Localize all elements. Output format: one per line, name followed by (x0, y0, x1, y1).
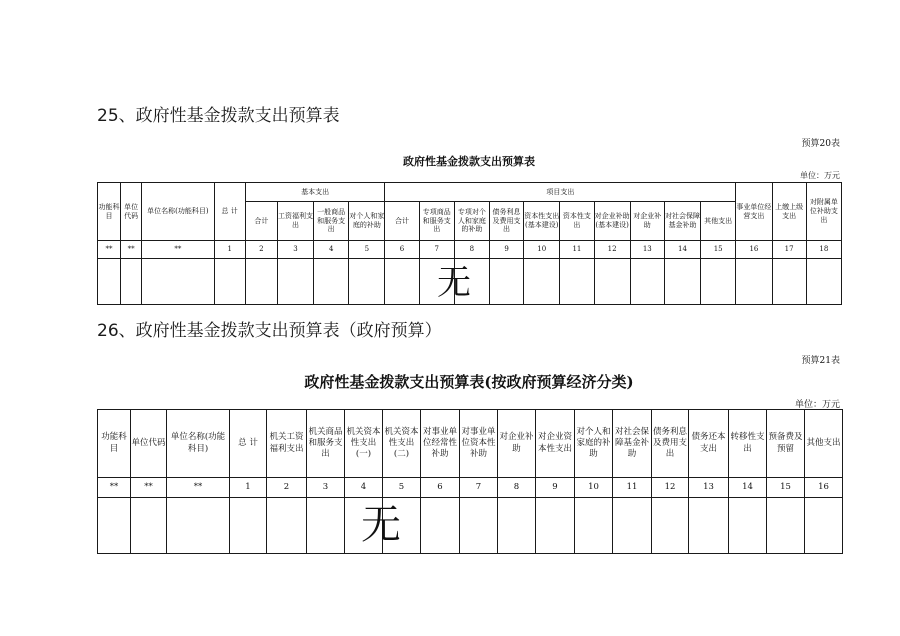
index-cell: ** (98, 478, 131, 498)
col-header: 机关商品和服务支出 (307, 410, 345, 478)
index-cell: 15 (701, 241, 736, 259)
empty-cell (230, 498, 267, 554)
index-cell: 17 (772, 241, 806, 259)
col-header: 功能科目 (98, 410, 131, 478)
index-cell: 6 (385, 241, 419, 259)
col-header: 合计 (245, 202, 277, 241)
empty-cell (142, 259, 214, 305)
col-header: 对个人和家庭的补助 (575, 410, 613, 478)
empty-cell (267, 498, 307, 554)
col-header: 对附属单位补助支出 (806, 183, 841, 241)
empty-cell (167, 498, 230, 554)
empty-cell (307, 498, 345, 554)
col-header: 预备费及预留 (767, 410, 805, 478)
unit-label-26: 单位：万元 (794, 400, 840, 410)
col-header: 单位名称(功能科目) (167, 410, 230, 478)
empty-cell (630, 259, 664, 305)
col-header: 对企业补助 (630, 202, 664, 241)
empty-cell (385, 259, 419, 305)
none-mark-25: 无 (437, 263, 471, 303)
index-cell: 5 (383, 478, 421, 498)
empty-cell (560, 259, 594, 305)
index-cell: 3 (307, 478, 345, 498)
empty-cell (664, 259, 700, 305)
col-header: 机关工资福利支出 (267, 410, 307, 478)
index-cell: 8 (498, 478, 536, 498)
index-cell: 7 (419, 241, 454, 259)
section-26-heading: 26、政府性基金拨款支出预算表（政府预算） (97, 321, 442, 341)
empty-cell (277, 259, 313, 305)
index-cell: 5 (349, 241, 385, 259)
index-cell: 3 (277, 241, 313, 259)
index-cell: 13 (689, 478, 729, 498)
col-header: 事业单位经营支出 (736, 183, 772, 241)
col-header: 债务还本支出 (689, 410, 729, 478)
col-header: 对企业补助(基本建设) (594, 202, 630, 241)
index-cell: 6 (421, 478, 460, 498)
empty-cell (498, 498, 536, 554)
index-row (98, 241, 842, 259)
group-header-project: 项目支出 (385, 183, 736, 202)
empty-cell (314, 259, 349, 305)
index-cell: 9 (536, 478, 575, 498)
index-cell: ** (142, 241, 214, 259)
empty-cell (772, 259, 806, 305)
col-header: 资本性支出 (560, 202, 594, 241)
col-header: 合计 (385, 202, 419, 241)
table-code-21: 预算21表 (801, 356, 840, 366)
col-header: 机关资本性支出(二) (383, 410, 421, 478)
index-cell: 4 (314, 241, 349, 259)
col-header: 单位代码 (121, 183, 142, 241)
section-25-heading: 25、政府性基金拨款支出预算表 (97, 106, 340, 126)
col-header: 对社会保障基金补助 (613, 410, 652, 478)
empty-cell (98, 259, 121, 305)
index-cell: 13 (630, 241, 664, 259)
col-header: 机关资本性支出(一) (345, 410, 383, 478)
index-cell: 14 (729, 478, 767, 498)
empty-cell (131, 498, 167, 554)
col-header: 专项商品和服务支出 (419, 202, 454, 241)
empty-cell (701, 259, 736, 305)
empty-cell (489, 259, 523, 305)
index-cell: 2 (267, 478, 307, 498)
empty-cell (736, 259, 772, 305)
col-header: 工资福利支出 (277, 202, 313, 241)
index-cell: 2 (245, 241, 277, 259)
index-cell: 4 (345, 478, 383, 498)
empty-cell (245, 259, 277, 305)
data-row-empty (98, 498, 843, 554)
index-cell: 9 (489, 241, 523, 259)
index-cell: 1 (214, 241, 245, 259)
index-cell: 10 (575, 478, 613, 498)
index-cell: ** (121, 241, 142, 259)
col-header: 专项对个人和家庭的补助 (454, 202, 489, 241)
empty-cell (805, 498, 843, 554)
col-header: 总 计 (214, 183, 245, 241)
index-cell: 15 (767, 478, 805, 498)
col-header: 对企业资本性支出 (536, 410, 575, 478)
col-header: 单位代码 (131, 410, 167, 478)
col-header: 其他支出 (701, 202, 736, 241)
none-mark-26: 无 (361, 502, 401, 548)
index-cell: ** (167, 478, 230, 498)
col-header: 上缴上级支出 (772, 183, 806, 241)
empty-cell (98, 498, 131, 554)
empty-cell (421, 498, 460, 554)
budget-table-21 (97, 409, 843, 554)
unit-label-25: 单位：万元 (800, 171, 840, 180)
empty-cell (460, 498, 498, 554)
col-header: 转移性支出 (729, 410, 767, 478)
empty-cell (689, 498, 729, 554)
col-header: 债务利息及费用支出 (489, 202, 523, 241)
col-header: 一般商品和服务支出 (314, 202, 349, 241)
table-title-26: 政府性基金拨款支出预算表(按政府预算经济分类) (304, 373, 634, 391)
col-header: 其他支出 (805, 410, 843, 478)
index-cell: 11 (613, 478, 652, 498)
index-cell: 8 (454, 241, 489, 259)
empty-cell (806, 259, 841, 305)
col-header: 功能科目 (98, 183, 121, 241)
empty-cell (349, 259, 385, 305)
empty-cell (536, 498, 575, 554)
index-row (98, 478, 843, 498)
empty-cell (594, 259, 630, 305)
empty-cell (121, 259, 142, 305)
index-cell: 14 (664, 241, 700, 259)
index-cell: 1 (230, 478, 267, 498)
index-cell: 18 (806, 241, 841, 259)
empty-cell (767, 498, 805, 554)
index-cell: 12 (652, 478, 689, 498)
table-title-25: 政府性基金拨款支出预算表 (403, 155, 535, 168)
index-cell: 7 (460, 478, 498, 498)
col-header: 对事业单位经常性补助 (421, 410, 460, 478)
index-cell: 16 (736, 241, 772, 259)
group-header-basic: 基本支出 (245, 183, 385, 202)
col-header: 对个人和家庭的补助 (349, 202, 385, 241)
col-header: 对社会保障基金补助 (664, 202, 700, 241)
empty-cell (652, 498, 689, 554)
index-cell: 16 (805, 478, 843, 498)
col-header: 资本性支出(基本建设) (524, 202, 560, 241)
empty-cell (214, 259, 245, 305)
col-header: 总 计 (230, 410, 267, 478)
empty-cell (575, 498, 613, 554)
col-header: 对企业补助 (498, 410, 536, 478)
index-cell: 10 (524, 241, 560, 259)
index-cell: ** (131, 478, 167, 498)
empty-cell (729, 498, 767, 554)
index-cell: ** (98, 241, 121, 259)
col-header: 单位名称(功能科目) (142, 183, 214, 241)
col-header: 债务利息及费用支出 (652, 410, 689, 478)
index-cell: 12 (594, 241, 630, 259)
index-cell: 11 (560, 241, 594, 259)
col-header: 对事业单位资本性补助 (460, 410, 498, 478)
empty-cell (613, 498, 652, 554)
empty-cell (524, 259, 560, 305)
table-code-20: 预算20表 (801, 139, 840, 149)
